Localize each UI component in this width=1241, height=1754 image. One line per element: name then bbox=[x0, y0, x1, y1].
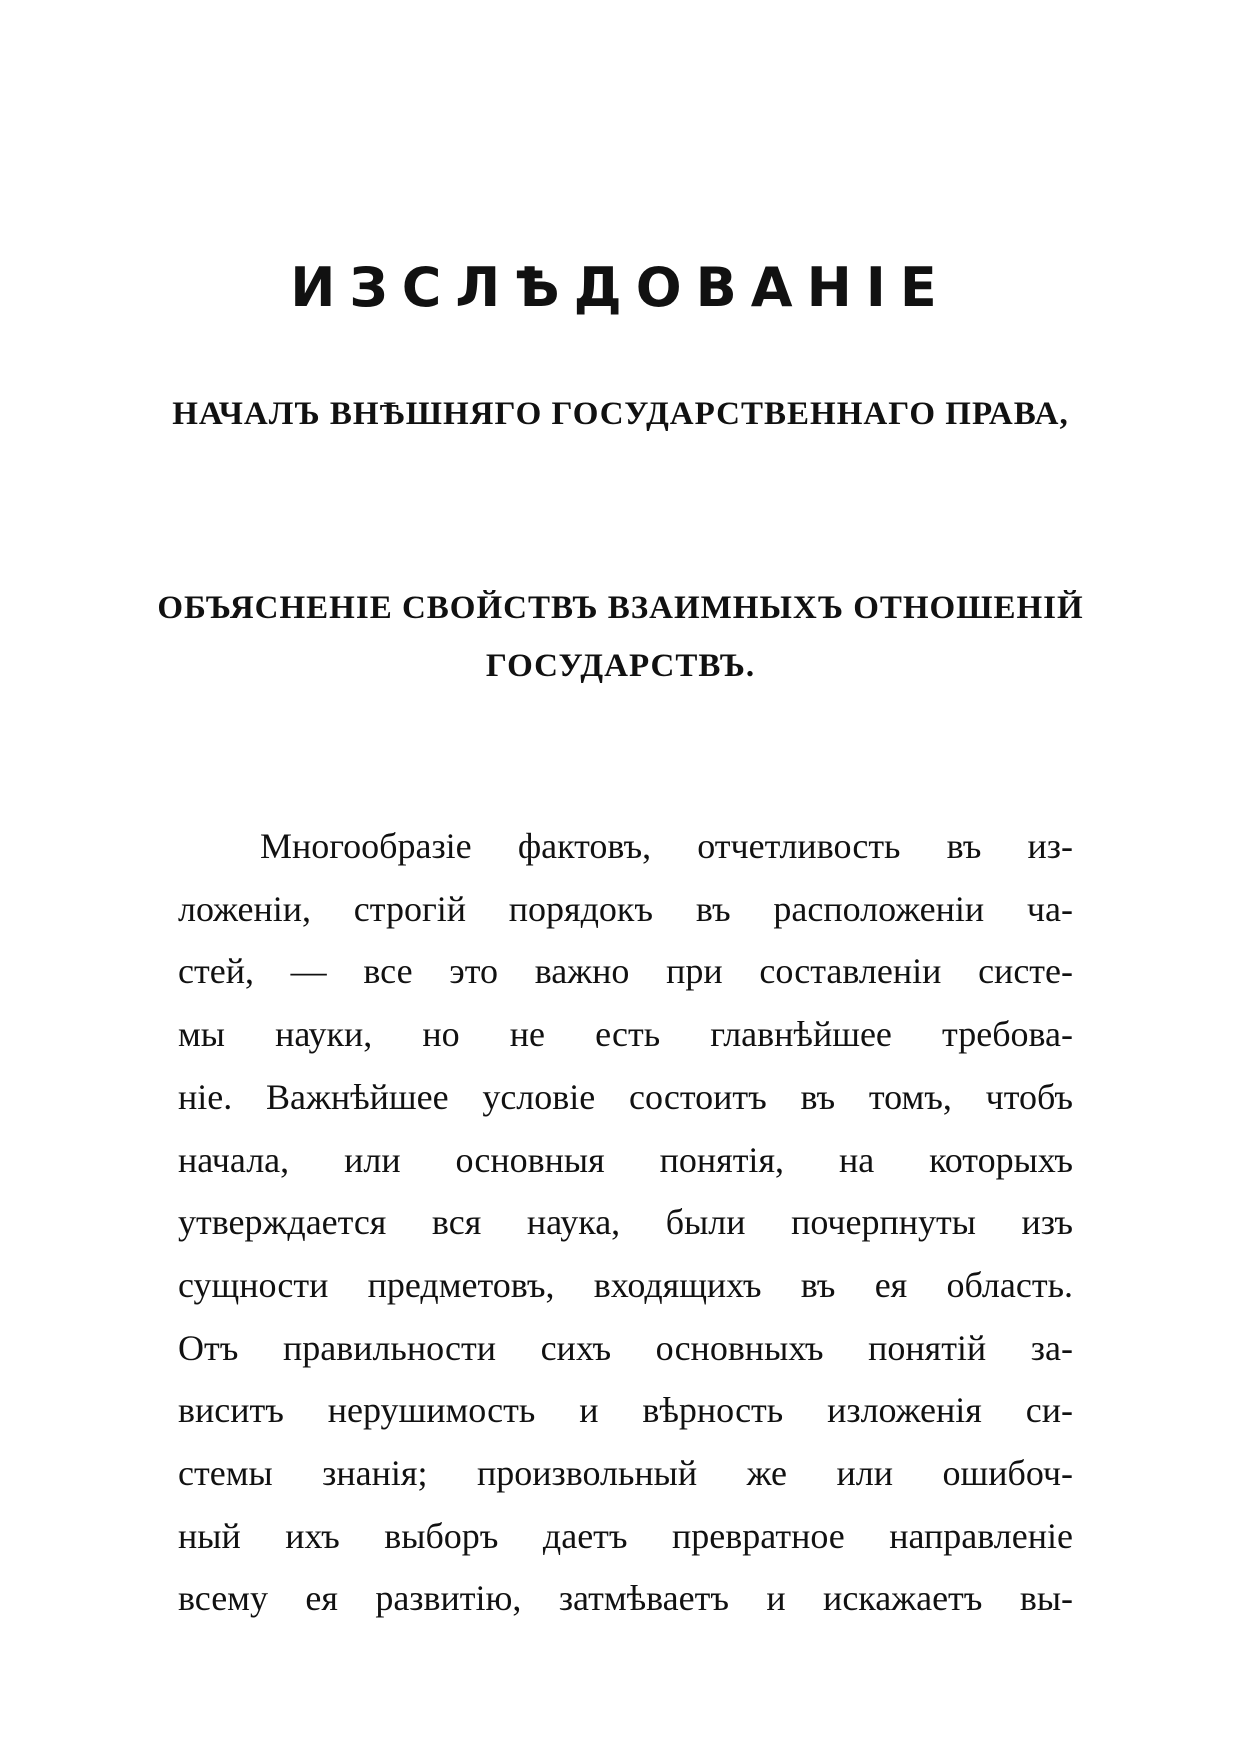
text-line: стемы знанія; произвольный же или ошибоч- bbox=[178, 1453, 1073, 1494]
text-line: ніе. Важнѣйшее условіе состоитъ въ томъ, чтобъ bbox=[178, 1076, 1073, 1117]
text-line: Отъ правильности сихъ основныхъ понятій за- bbox=[178, 1327, 1073, 1368]
body-paragraph bbox=[178, 815, 1073, 1630]
text-line: ложеніи, строгій порядокъ въ расположеніи ча- bbox=[178, 888, 1073, 929]
text-line: Многообразіе фактовъ, отчетливость въ из- bbox=[260, 826, 1073, 866]
text-line: сущности предметовъ, входящихъ въ ея область. bbox=[178, 1264, 1073, 1305]
text-line: виситъ нерушимость и вѣрность изложенія си- bbox=[178, 1390, 1073, 1431]
description-line: ГОСУДАРСТВЪ. bbox=[485, 648, 756, 684]
text-line: утверждается вся наука, были почерпнуты изъ bbox=[178, 1202, 1073, 1243]
text-line: стей, — все это важно при составленіи систе- bbox=[178, 951, 1073, 992]
text-line: всему ея развитію, затмѣваетъ и искажаетъ вы- bbox=[178, 1578, 1073, 1619]
page-title: ИЗСЛѢДОВАНІЕ bbox=[290, 256, 951, 319]
text-line: мы науки, но не есть главнѣйшее требова- bbox=[178, 1014, 1073, 1055]
page-description bbox=[140, 579, 1101, 695]
page-subtitle: НАЧАЛЪ ВНѢШНЯГО ГОСУДАРСТВЕННАГО ПРАВА, bbox=[172, 396, 1069, 432]
text-line: ный ихъ выборъ даетъ превратное направленіе bbox=[178, 1515, 1073, 1556]
description-line: ОБЪЯСНЕНІЕ СВОЙСТВЪ ВЗАИМНЫХЪ ОТНОШЕНІЙ bbox=[157, 590, 1084, 626]
text-line: начала, или основныя понятія, на которыхъ bbox=[178, 1139, 1073, 1180]
